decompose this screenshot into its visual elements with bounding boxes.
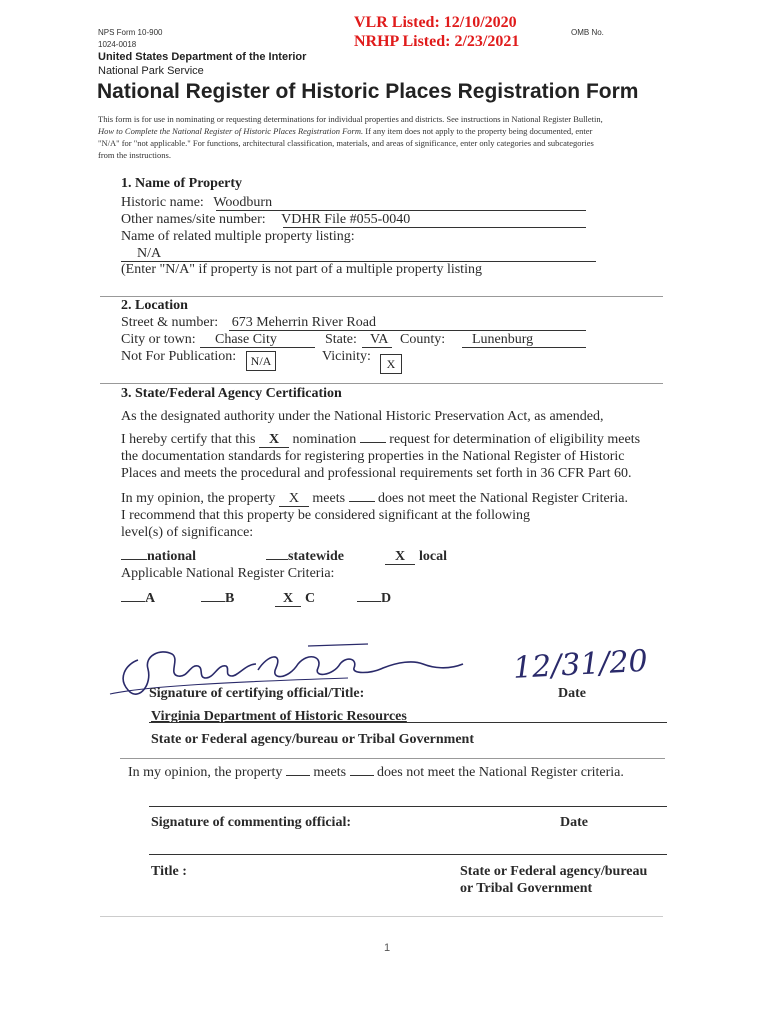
criterion-b-mark[interactable]: [201, 601, 225, 602]
historic-name-label: Historic name:: [121, 195, 204, 210]
agency-name: Virginia Department of Historic Resources: [151, 709, 407, 724]
historic-name-row: [121, 195, 272, 211]
department-name: United States Department of the Interior: [98, 51, 307, 63]
authority-statement: As the designated authority under the National Historic Preservation Act, as amended,: [121, 409, 604, 424]
certify-row: I hereby certify that this X nomination request for determination of eligibility meets: [121, 432, 641, 447]
agency-underline: [149, 722, 667, 723]
related-listing-label: Name of related multiple property listing:: [121, 229, 355, 244]
recommend-line: I recommend that this property be considered significant at the following: [121, 508, 530, 523]
city-label: City or town:: [121, 332, 196, 347]
nfp-label: Not For Publication:: [121, 349, 237, 364]
nfp-checkbox[interactable]: N/A: [246, 351, 276, 371]
request-mark[interactable]: [360, 442, 386, 443]
opinion-2-row: In my opinion, the property meets does not meet the National Register criteria.: [128, 765, 624, 780]
other-names-underline: [283, 227, 586, 228]
commenting-signature-label: Signature of commenting official:: [151, 815, 351, 830]
criterion-d-mark[interactable]: [357, 601, 381, 602]
other-names-value: VDHR File #055-0040: [281, 212, 411, 227]
state-label: State:: [325, 332, 357, 347]
city-value: Chase City: [215, 332, 277, 347]
city-underline: [200, 347, 315, 348]
section-divider-2: [100, 383, 663, 384]
certify-line-2: the documentation standards for registering properties in the National Register of Historic: [121, 449, 625, 464]
enter-na-note: (Enter "N/A" if property is not part of a multiple property listing: [121, 262, 482, 277]
criterion-c-mark[interactable]: X: [275, 591, 301, 607]
does-not-meet-mark[interactable]: [349, 501, 375, 502]
service-name: National Park Service: [98, 65, 204, 77]
section-1-heading: 1. Name of Property: [121, 176, 243, 191]
state-underline: [362, 347, 392, 348]
state-value: VA: [370, 332, 389, 347]
instructions-line-2: How to Complete the National Register of Historic Places Registration Form. If any item does not apply to the property being documented, enter: [98, 126, 593, 136]
other-names-row: [121, 212, 410, 228]
nomination-mark[interactable]: X: [259, 432, 289, 448]
section-divider-3: [120, 758, 665, 759]
vicinity-checkbox[interactable]: X: [380, 354, 402, 374]
instructions-bulletin-title: How to Complete the National Register of Historic Places Registration Form.: [98, 126, 364, 136]
instructions-line-3: "N/A" for "not applicable." For functions, architectural classification, materials, and areas of significance, enter only categories and subcategories: [98, 138, 594, 148]
does-not-meet-2-mark[interactable]: [350, 775, 374, 776]
street-value: 673 Meherrin River Road: [231, 315, 376, 330]
county-label: County:: [400, 332, 446, 347]
certify-line-3: Places and meets the procedural and professional requirements set forth in 36 CFR Part 60.: [121, 466, 632, 481]
related-listing-value: N/A: [137, 246, 162, 261]
historic-name-value: Woodburn: [213, 195, 273, 210]
level-national: national: [121, 549, 196, 565]
title-line: [149, 854, 667, 855]
criterion-d: D: [357, 591, 391, 607]
page-title: National Register of Historic Places Registration Form: [97, 80, 639, 103]
commenting-date-label: Date: [560, 815, 588, 830]
opinion-row: In my opinion, the property X meets does not meet the National Register Criteria.: [121, 491, 629, 506]
meets-mark[interactable]: X: [279, 491, 309, 507]
handwritten-date: 12/31/20: [512, 643, 649, 686]
form-number: NPS Form 10-900: [98, 28, 163, 37]
section-2-heading: 2. Location: [121, 298, 188, 313]
street-row: [121, 315, 376, 331]
criterion-b: B: [201, 591, 234, 607]
street-label: Street & number:: [121, 315, 219, 330]
level-local: X local: [385, 549, 447, 565]
historic-name-underline: [216, 210, 586, 211]
agency-2-line-1: State or Federal agency/bureau: [460, 864, 648, 879]
agency-2-line-2: or Tribal Government: [460, 881, 593, 896]
instructions-paragraph: [98, 113, 688, 161]
agency-field-label: State or Federal agency/bureau or Tribal Government: [151, 732, 475, 747]
nrhp-listed-stamp: NRHP Listed: 2/23/2021: [354, 33, 520, 50]
page-number: 1: [384, 942, 391, 954]
instructions-line-4: from the instructions.: [98, 150, 171, 160]
criterion-c: X C: [275, 591, 315, 607]
street-underline: [229, 330, 586, 331]
certifying-signature-label: Signature of certifying official/Title:: [149, 686, 365, 701]
criteria-label: Applicable National Register Criteria:: [121, 566, 335, 581]
vicinity-label: Vicinity:: [322, 349, 371, 364]
section-divider-1: [100, 296, 663, 297]
levels-line: level(s) of significance:: [121, 525, 254, 540]
vlr-listed-stamp: VLR Listed: 12/10/2020: [354, 14, 517, 31]
commenting-signature-line: [149, 806, 667, 807]
level-statewide: statewide: [266, 549, 344, 565]
section-3-heading: 3. State/Federal Agency Certification: [121, 386, 342, 401]
other-names-label: Other names/site number:: [121, 212, 266, 227]
statewide-mark[interactable]: [266, 559, 288, 560]
footer-divider: [100, 916, 663, 917]
meets-2-mark[interactable]: [286, 775, 310, 776]
criterion-a: A: [121, 591, 155, 607]
instructions-line-1: This form is for use in nominating or requesting determinations for individual properties and districts. See instructions in National Register Bulletin,: [98, 114, 603, 124]
title-label: Title :: [151, 864, 187, 879]
certifying-date-label: Date: [558, 686, 586, 701]
omb-code: 1024-0018: [98, 40, 137, 49]
county-value: Lunenburg: [472, 332, 534, 347]
omb-label: OMB No.: [571, 28, 604, 37]
county-underline: [462, 347, 586, 348]
local-mark[interactable]: X: [385, 549, 415, 565]
criterion-a-mark[interactable]: [121, 601, 145, 602]
national-mark[interactable]: [121, 559, 147, 560]
